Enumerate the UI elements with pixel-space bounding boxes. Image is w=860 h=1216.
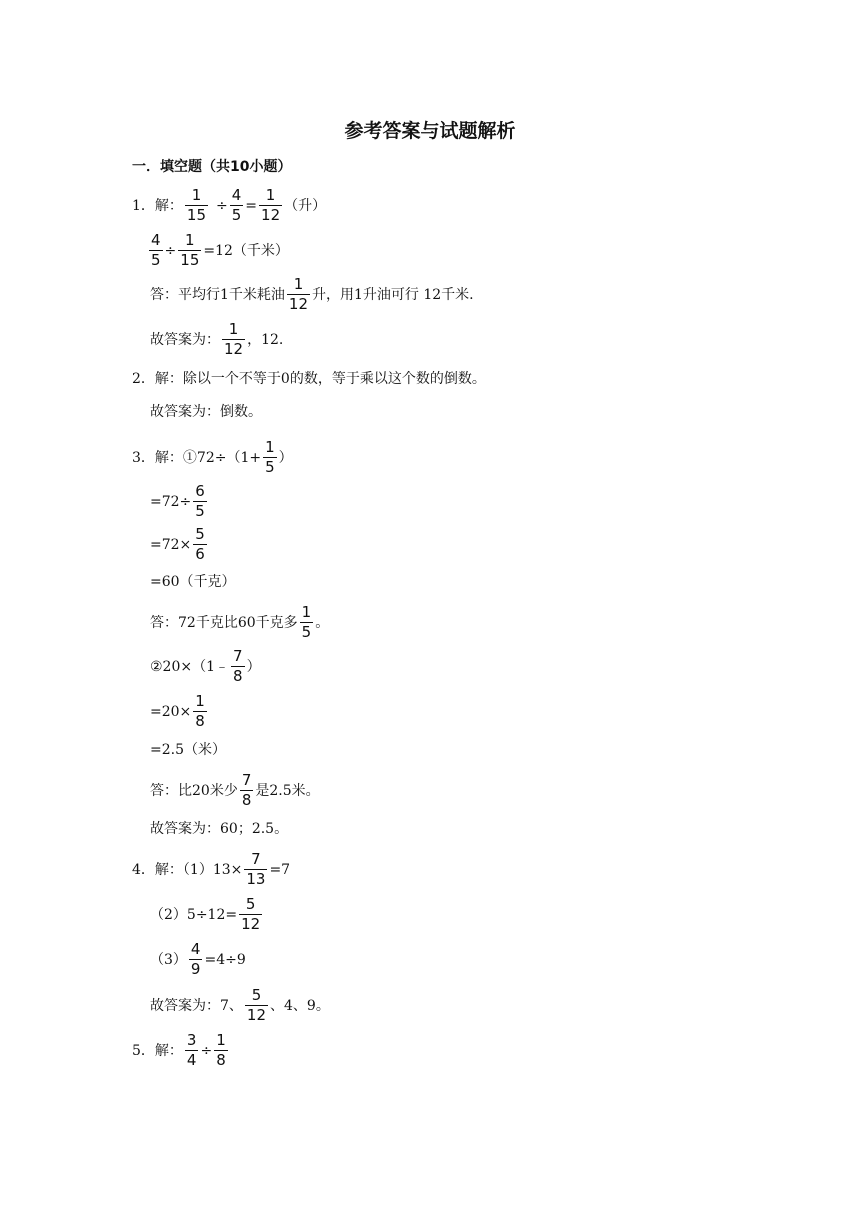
text: ÷ xyxy=(164,242,177,259)
text: = xyxy=(245,197,258,214)
text: 答：72千克比60千克多 xyxy=(150,614,298,631)
q4-line2 xyxy=(150,897,264,932)
fraction: $\frac{7}{13}$ xyxy=(246,850,266,888)
q1-line4 xyxy=(150,322,283,357)
fraction: $\frac{7}{8}$ xyxy=(241,771,252,809)
text: =7 xyxy=(269,861,291,878)
q3-line1 xyxy=(132,440,293,475)
text: ÷ xyxy=(216,197,228,214)
text: =72× xyxy=(150,536,192,553)
text: ） xyxy=(278,449,293,466)
text: 3．解：①72÷（1+ xyxy=(132,449,262,466)
fraction: $\frac{3}{4}$ xyxy=(186,1031,197,1069)
q3-line6 xyxy=(150,649,261,684)
q5-line1 xyxy=(132,1033,230,1068)
q1-line3 xyxy=(150,277,474,312)
q3-line9 xyxy=(150,773,320,808)
text: （2）5÷12= xyxy=(150,906,238,923)
fraction: $\frac{1}{12}$ xyxy=(288,275,309,313)
q2-line1: 2．解：除以一个不等于0的数，等于乘以这个数的倒数。 xyxy=(132,371,486,387)
text: （升） xyxy=(284,197,327,214)
q4-line3 xyxy=(150,942,246,977)
fraction: $\frac{4}{5}$ xyxy=(231,186,242,224)
q4-line1 xyxy=(132,852,290,887)
fraction: $\frac{4}{5}$ xyxy=(151,231,161,269)
text: 答：平均行1千米耗油 xyxy=(150,286,285,303)
q4-line4 xyxy=(150,988,330,1023)
text: =4÷9 xyxy=(204,951,246,968)
text: 4．解：（1）13× xyxy=(132,861,243,878)
text: 升，用1升油可行 12千米. xyxy=(312,286,474,303)
text: （3） xyxy=(150,951,187,968)
text: 是2.5米。 xyxy=(255,782,320,799)
fraction: $\frac{6}{5}$ xyxy=(195,482,205,520)
q1-line1 xyxy=(132,188,326,223)
q3-line4: =60（千克） xyxy=(150,574,236,590)
text: =20× xyxy=(150,703,192,720)
fraction: $\frac{1}{8}$ xyxy=(216,1031,226,1069)
fraction: $\frac{1}{12}$ xyxy=(261,186,281,224)
fraction: $\frac{7}{8}$ xyxy=(233,647,243,685)
fraction: $\frac{1}{12}$ xyxy=(224,320,244,358)
text: 答：比20米少 xyxy=(150,782,238,799)
q1-line2 xyxy=(147,233,289,268)
fraction: $\frac{4}{9}$ xyxy=(190,940,201,978)
text: 、4、9。 xyxy=(270,997,330,1014)
q3-line8: =2.5（米） xyxy=(150,742,226,758)
text: 。 xyxy=(315,614,330,631)
text: ②20×（1﹣ xyxy=(150,658,230,675)
text: 故答案为： xyxy=(150,331,220,348)
fraction: $\frac{5}{12}$ xyxy=(246,986,267,1024)
q3-line7 xyxy=(150,694,209,729)
text: =72÷ xyxy=(150,493,192,510)
q3-line5 xyxy=(150,605,329,640)
text: =12（千米） xyxy=(203,242,289,259)
fraction: $\frac{5}{12}$ xyxy=(241,895,261,933)
fraction: $\frac{1}{8}$ xyxy=(195,692,205,730)
q3-line3 xyxy=(150,527,209,562)
q3-line2 xyxy=(150,484,209,519)
fraction: $\frac{1}{15}$ xyxy=(180,231,200,269)
section-heading: 一．填空题（共10小题） xyxy=(132,159,292,175)
text: 故答案为：7、 xyxy=(150,997,243,1014)
text: ） xyxy=(246,658,261,675)
text: ，12. xyxy=(247,331,284,348)
text: 5．解： xyxy=(132,1042,183,1059)
text: ÷ xyxy=(200,1042,213,1059)
fraction: $\frac{5}{6}$ xyxy=(195,525,205,563)
fraction: $\frac{1}{5}$ xyxy=(265,438,275,476)
fraction: $\frac{1}{5}$ xyxy=(301,603,312,641)
q3-line10: 故答案为：60；2.5。 xyxy=(150,821,289,837)
q2-line2: 故答案为：倒数。 xyxy=(150,404,262,420)
page-title: 参考答案与试题解析 xyxy=(344,120,516,142)
fraction: $\frac{1}{15}$ xyxy=(186,186,207,224)
q1-label: 1．解： xyxy=(132,197,183,214)
